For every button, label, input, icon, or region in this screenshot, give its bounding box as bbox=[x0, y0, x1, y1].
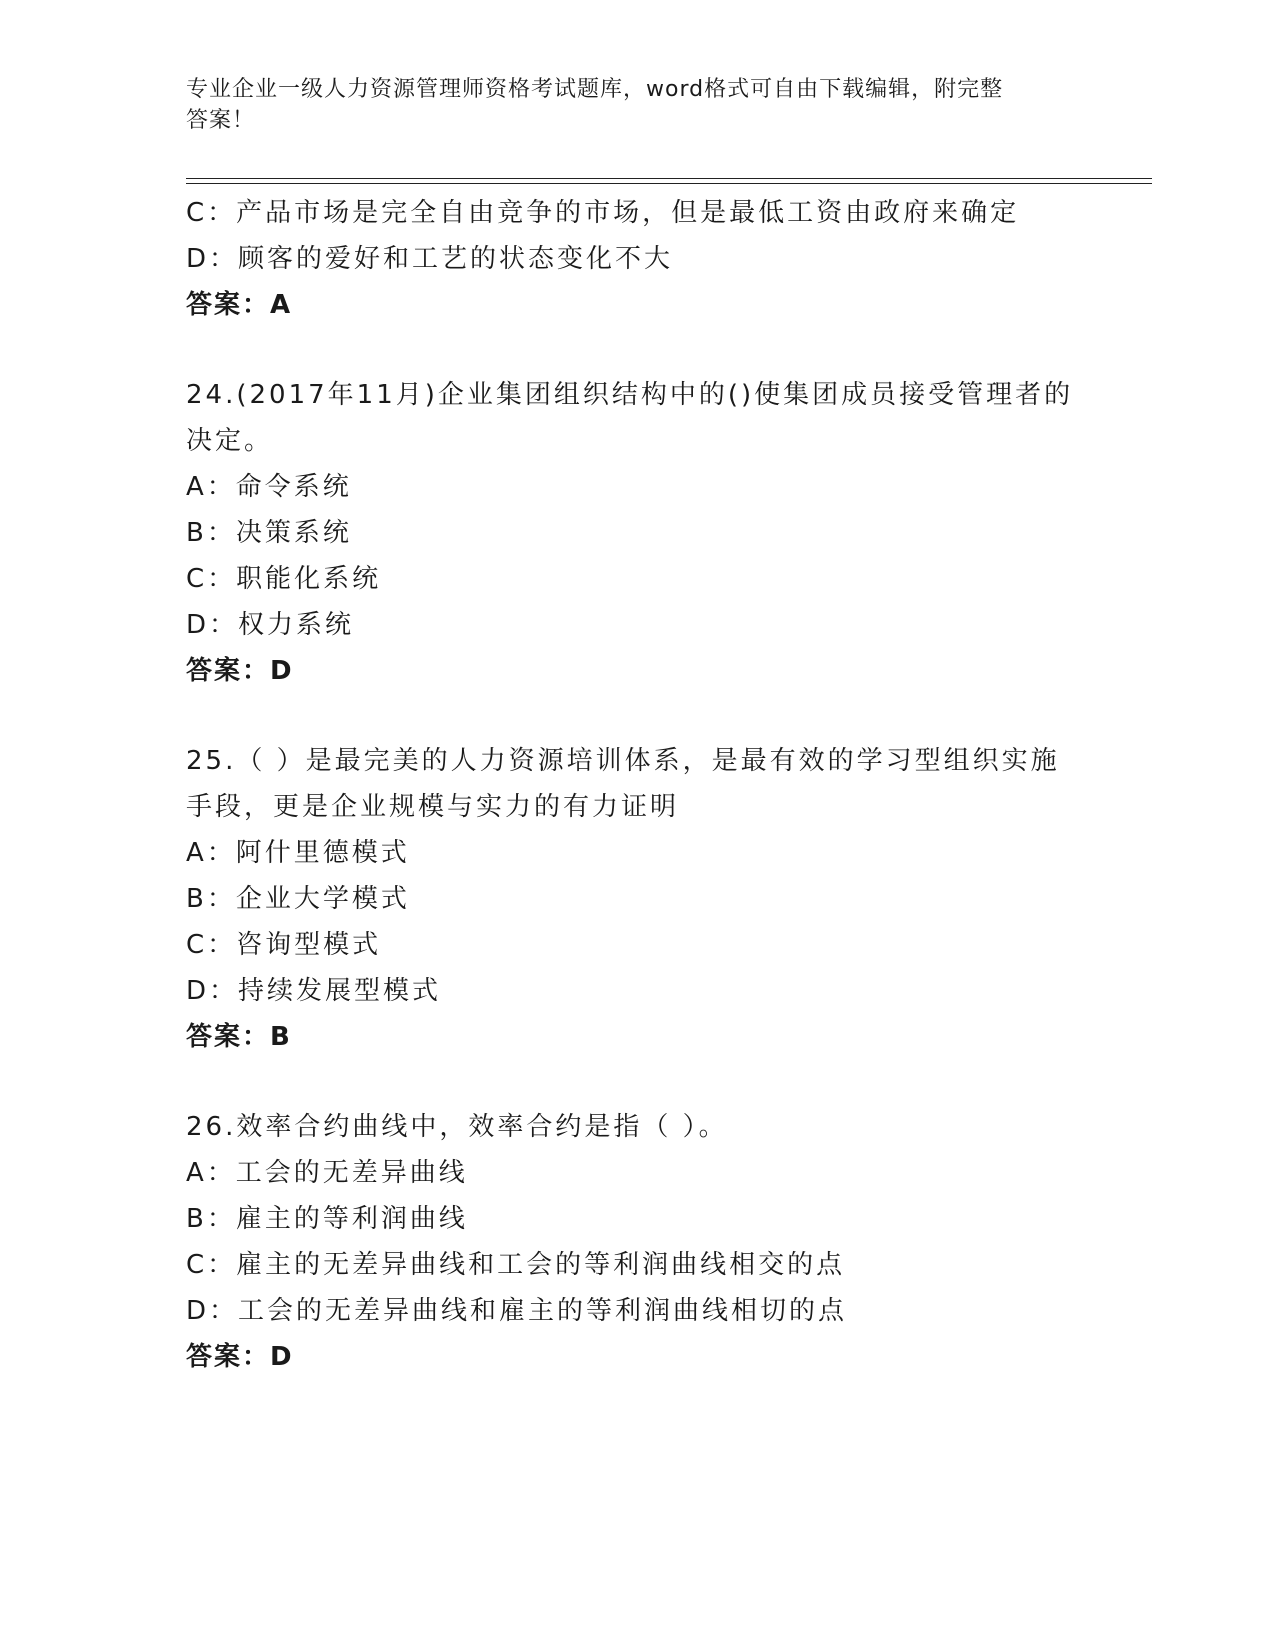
option-d: D：持续发展型模式 bbox=[186, 976, 442, 1006]
header-line-1: 专业企业一级人力资源管理师资格考试题库，word格式可自由下载编辑，附完整 bbox=[186, 77, 1004, 102]
option-c: C：咨询型模式 bbox=[186, 930, 382, 960]
spacer bbox=[186, 694, 1086, 738]
question-stem: 26.效率合约曲线中，效率合约是指（ ）。 bbox=[186, 1112, 728, 1142]
answer: 答案：D bbox=[186, 1342, 294, 1372]
spacer bbox=[186, 328, 1086, 372]
question-23-continued bbox=[186, 190, 1086, 328]
question-stem-continued: 手段，更是企业规模与实力的有力证明 bbox=[186, 792, 680, 822]
spacer bbox=[186, 1060, 1086, 1104]
question-24 bbox=[186, 372, 1086, 694]
option-b: B：决策系统 bbox=[186, 518, 352, 548]
option-b: B：雇主的等利润曲线 bbox=[186, 1204, 468, 1234]
answer: 答案：D bbox=[186, 656, 294, 686]
option-a: A：阿什里德模式 bbox=[186, 838, 410, 868]
header-rule-bottom bbox=[186, 183, 1152, 184]
question-26 bbox=[186, 1104, 1086, 1380]
option-a: A：命令系统 bbox=[186, 472, 352, 502]
question-stem: 25.（ ）是最完美的人力资源培训体系，是最有效的学习型组织实施 bbox=[186, 746, 1060, 776]
answer: 答案：B bbox=[186, 1022, 292, 1052]
option-c: C：职能化系统 bbox=[186, 564, 382, 594]
option-c: C：雇主的无差异曲线和工会的等利润曲线相交的点 bbox=[186, 1250, 846, 1280]
header-rule-top bbox=[186, 178, 1152, 179]
option-d: D：顾客的爱好和工艺的状态变化不大 bbox=[186, 244, 674, 274]
document-body bbox=[186, 190, 1086, 1380]
option-d: D：工会的无差异曲线和雇主的等利润曲线相切的点 bbox=[186, 1296, 848, 1326]
option-d: D：权力系统 bbox=[186, 610, 355, 640]
question-stem-continued: 决定。 bbox=[186, 426, 274, 456]
question-stem: 24.(2017年11月)企业集团组织结构中的()使集团成员接受管理者的 bbox=[186, 380, 1074, 410]
question-25 bbox=[186, 738, 1086, 1060]
page-header bbox=[186, 74, 1086, 136]
answer: 答案：A bbox=[186, 290, 293, 320]
option-a: A：工会的无差异曲线 bbox=[186, 1158, 468, 1188]
option-b: B：企业大学模式 bbox=[186, 884, 410, 914]
option-c: C：产品市场是完全自由竞争的市场，但是最低工资由政府来确定 bbox=[186, 198, 1020, 228]
header-line-2: 答案！ bbox=[186, 108, 256, 133]
